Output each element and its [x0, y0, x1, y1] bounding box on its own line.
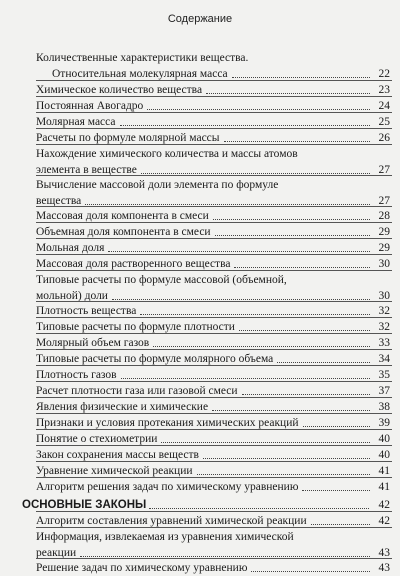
toc-entry-title: Закон сохранения массы веществ	[36, 449, 199, 461]
row-divider	[36, 96, 392, 97]
row-divider	[36, 365, 392, 366]
dot-leader	[232, 77, 370, 78]
dot-leader	[203, 458, 370, 459]
row-divider	[36, 222, 392, 223]
toc-page-number: 30	[378, 290, 390, 302]
dot-leader	[303, 426, 370, 427]
toc-page-number: 38	[378, 401, 390, 413]
toc-page-number: 39	[378, 417, 390, 429]
row-divider	[36, 381, 392, 382]
toc-page-number: 41	[378, 481, 390, 493]
toc-page-number: 34	[378, 353, 390, 365]
dot-leader	[302, 490, 370, 491]
row-divider	[36, 413, 392, 414]
toc-entry-title: Понятие о стехиометрии	[36, 433, 158, 445]
toc-page-number: 29	[378, 242, 390, 254]
toc-entry-title: вещества	[36, 195, 82, 207]
row-divider	[36, 477, 392, 478]
row-divider	[36, 349, 392, 350]
toc-entry-title: Химическое количество вещества	[36, 84, 203, 96]
toc-entry-title: Массовая доля растворенного вещества	[36, 258, 231, 270]
toc-entry-title: Типовые расчеты по формуле молярного объема	[36, 353, 274, 365]
row-divider	[36, 461, 392, 462]
toc-page-number: 32	[378, 321, 390, 333]
row-divider	[36, 445, 392, 446]
toc-entry-title: Нахождение химического количества и массы атомов	[36, 148, 298, 160]
toc-entry-line	[36, 529, 390, 545]
toc-page-number: 35	[378, 369, 390, 381]
row-divider	[36, 144, 392, 145]
toc-page-number: 27	[378, 195, 390, 207]
row-divider	[36, 317, 392, 318]
row-divider	[36, 527, 392, 528]
toc-entry	[36, 177, 390, 209]
dot-leader	[108, 251, 370, 252]
toc-page-number: 40	[378, 433, 390, 445]
dot-leader	[224, 141, 370, 142]
toc-page-number: 32	[378, 305, 390, 317]
toc-entry-line	[36, 272, 390, 288]
row-divider	[36, 238, 392, 239]
toc-entry-title: элемента в веществе	[36, 164, 137, 176]
toc-entry-title: Решение задач по химическому уравнению	[36, 562, 248, 574]
toc-page-number: 30	[378, 258, 390, 270]
toc-entry	[36, 560, 390, 576]
dot-leader	[80, 556, 370, 557]
toc-entry	[36, 146, 390, 178]
toc-entry-title: Алгоритм составления уравнений химической реакции	[36, 515, 307, 527]
row-divider	[36, 429, 392, 430]
toc-entry	[36, 272, 390, 304]
toc-entry-line	[36, 177, 390, 193]
toc-page-number: 42	[378, 499, 390, 511]
dot-leader	[112, 299, 370, 300]
toc-page-number: 27	[378, 164, 390, 176]
toc-entry-title: Количественные характеристики вещества.	[36, 52, 249, 64]
toc-entry-title: Массовая доля компонента в смеси	[36, 210, 209, 222]
dot-leader	[277, 362, 370, 363]
row-divider	[36, 301, 392, 302]
row-divider	[36, 128, 392, 129]
toc-page-number: 28	[378, 210, 390, 222]
dot-leader	[215, 235, 370, 236]
toc-entry-line	[36, 146, 390, 162]
toc-entry-line	[36, 560, 390, 576]
row-divider	[36, 254, 392, 255]
toc-page-number: 29	[378, 226, 390, 238]
row-divider	[36, 558, 392, 559]
dot-leader	[141, 173, 370, 174]
toc-entry-line	[36, 50, 390, 66]
dot-leader	[239, 330, 370, 331]
row-divider	[36, 397, 392, 398]
dot-leader	[206, 93, 370, 94]
row-divider	[36, 175, 392, 176]
toc-entry-title: Расчеты по формуле молярной массы	[36, 132, 220, 144]
row-divider	[36, 80, 392, 81]
dot-leader	[251, 571, 370, 572]
toc-entry-title: Молярная масса	[36, 116, 116, 128]
dot-leader	[85, 204, 370, 205]
row-divider	[36, 333, 392, 334]
row-divider	[36, 270, 392, 271]
dot-leader	[234, 267, 370, 268]
toc-entry-title: Уравнение химической реакции	[36, 465, 193, 477]
dot-leader	[311, 524, 370, 525]
toc-entry-title: реакции	[36, 547, 77, 559]
toc-page-number: 40	[378, 449, 390, 461]
toc-page-number: 33	[378, 337, 390, 349]
toc-entry-line	[36, 479, 390, 495]
toc-entry	[36, 479, 390, 495]
row-divider	[36, 112, 392, 113]
row-divider	[36, 206, 392, 207]
toc-page-number: 23	[378, 84, 390, 96]
toc-page-number: 43	[378, 562, 390, 574]
toc-entry-title: Алгоритм решения задач по химическому уравнению	[36, 481, 299, 493]
toc-entry-title: Плотность вещества	[36, 305, 137, 317]
dot-leader	[140, 314, 370, 315]
section-title: ОСНОВНЫЕ ЗАКОНЫ	[22, 499, 147, 511]
toc-entry-title: Постоянная Авогадро	[36, 100, 144, 112]
dot-leader	[120, 125, 371, 126]
toc-entry-title: Объемная доля компонента в смеси	[36, 226, 211, 238]
toc-entry-title: Вычисление массовой доли элемента по формуле	[36, 179, 279, 191]
dot-leader	[121, 378, 370, 379]
toc-entry	[36, 529, 390, 561]
toc-page-number: 41	[378, 465, 390, 477]
dot-leader	[147, 109, 370, 110]
toc-entry-title: Информация, извлекаемая из уравнения химической	[36, 531, 294, 543]
dot-leader	[197, 474, 370, 475]
row-divider	[36, 511, 392, 512]
toc-entry-title: мольной) доли	[36, 290, 108, 302]
toc-entry-title: Типовые расчеты по формуле массовой (объемной,	[36, 274, 287, 286]
dot-leader	[149, 508, 369, 509]
toc-page-number: 26	[378, 132, 390, 144]
dot-leader	[153, 346, 370, 347]
page-header: Содержание	[167, 13, 233, 25]
toc-page-number: 22	[378, 68, 390, 80]
toc-entry-title: Признаки и условия протекания химических реакций	[36, 417, 299, 429]
dot-leader	[212, 410, 370, 411]
toc-entry-title: Расчет плотности газа или газовой смеси	[36, 385, 238, 397]
toc-page-number: 43	[378, 547, 390, 559]
toc-entry-title: Типовые расчеты по формуле плотности	[36, 321, 235, 333]
toc-entry-title: Плотность газов	[36, 369, 117, 381]
toc-page-number: 42	[378, 515, 390, 527]
toc-entry-title: Явления физические и химические	[36, 401, 209, 413]
toc-page-number: 37	[378, 385, 390, 397]
toc-entry-title: Молярный объем газов	[36, 337, 150, 349]
toc-entry	[36, 50, 390, 82]
toc-entry-title: Мольная доля	[36, 242, 105, 254]
dot-leader	[242, 394, 370, 395]
toc-page-number: 25	[378, 116, 390, 128]
dot-leader	[161, 442, 370, 443]
toc-page-number: 24	[378, 100, 390, 112]
toc-entry-title: Относительная молекулярная масса	[52, 68, 228, 80]
dot-leader	[213, 219, 370, 220]
